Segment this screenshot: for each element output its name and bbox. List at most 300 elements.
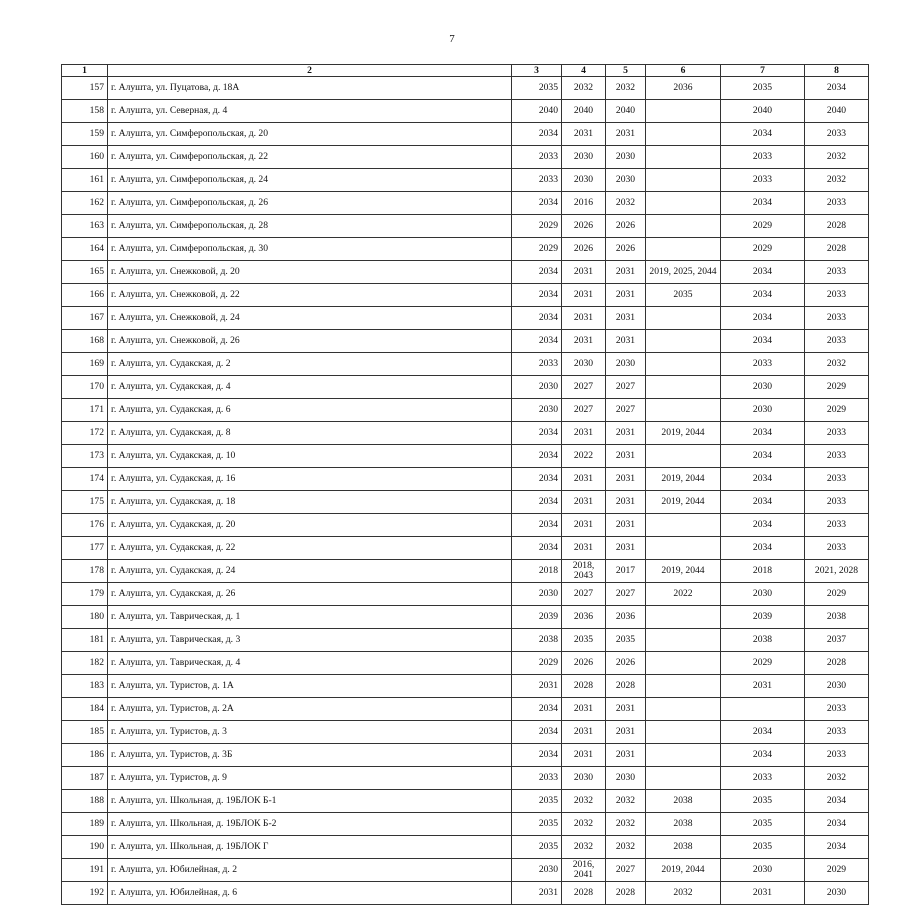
table-row <box>62 192 869 215</box>
address-cell: г. Алушта, ул. Судакская, д. 2 <box>108 353 512 376</box>
year-cell: 2031 <box>562 721 606 744</box>
year-cell: 2027 <box>606 376 646 399</box>
row-number-cell: 160 <box>62 146 108 169</box>
year-cell: 2029 <box>512 652 562 675</box>
row-number-cell: 158 <box>62 100 108 123</box>
table-row <box>62 353 869 376</box>
address-cell: г. Алушта, ул. Туристов, д. 3Б <box>108 744 512 767</box>
year-cell: 2034 <box>512 261 562 284</box>
year-cell: 2018 <box>721 560 805 583</box>
year-cell: 2030 <box>562 353 606 376</box>
year-cell: 2030 <box>606 353 646 376</box>
year-cell: 2031 <box>562 123 606 146</box>
year-cell: 2016, 2041 <box>562 859 606 882</box>
year-cell <box>646 215 721 238</box>
year-cell: 2031 <box>606 744 646 767</box>
year-cell: 2035 <box>721 77 805 100</box>
year-cell: 2034 <box>512 192 562 215</box>
year-cell: 2031 <box>562 261 606 284</box>
year-cell: 2040 <box>805 100 869 123</box>
year-cell: 2030 <box>721 583 805 606</box>
address-cell: г. Алушта, ул. Симферопольская, д. 20 <box>108 123 512 146</box>
address-cell: г. Алушта, ул. Туристов, д. 3 <box>108 721 512 744</box>
year-cell: 2028 <box>805 238 869 261</box>
year-cell: 2033 <box>721 146 805 169</box>
year-cell: 2037 <box>805 629 869 652</box>
address-cell: г. Алушта, ул. Пуцатова, д. 18А <box>108 77 512 100</box>
year-cell <box>646 100 721 123</box>
address-cell: г. Алушта, ул. Школьная, д. 19БЛОК Г <box>108 836 512 859</box>
address-cell: г. Алушта, ул. Юбилейная, д. 6 <box>108 882 512 905</box>
address-cell: г. Алушта, ул. Симферопольская, д. 26 <box>108 192 512 215</box>
data-table <box>61 64 869 905</box>
year-cell: 2029 <box>721 238 805 261</box>
table-row <box>62 77 869 100</box>
year-cell: 2034 <box>721 445 805 468</box>
table-row <box>62 537 869 560</box>
row-number-cell: 180 <box>62 606 108 629</box>
year-cell: 2021, 2028 <box>805 560 869 583</box>
year-cell: 2039 <box>512 606 562 629</box>
year-cell <box>646 445 721 468</box>
year-cell: 2032 <box>562 77 606 100</box>
year-cell <box>646 652 721 675</box>
row-number-cell: 159 <box>62 123 108 146</box>
table-row <box>62 284 869 307</box>
year-cell: 2030 <box>606 767 646 790</box>
address-cell: г. Алушта, ул. Таврическая, д. 1 <box>108 606 512 629</box>
column-header: 3 <box>512 65 562 77</box>
year-cell: 2029 <box>805 859 869 882</box>
row-number-cell: 164 <box>62 238 108 261</box>
row-number-cell: 166 <box>62 284 108 307</box>
column-header: 6 <box>646 65 721 77</box>
table-row <box>62 146 869 169</box>
address-cell: г. Алушта, ул. Симферопольская, д. 28 <box>108 215 512 238</box>
year-cell: 2033 <box>805 284 869 307</box>
year-cell: 2034 <box>512 721 562 744</box>
year-cell: 2027 <box>606 583 646 606</box>
year-cell: 2034 <box>805 813 869 836</box>
year-cell <box>646 675 721 698</box>
year-cell: 2034 <box>512 744 562 767</box>
year-cell: 2035 <box>606 629 646 652</box>
row-number-cell: 167 <box>62 307 108 330</box>
year-cell: 2029 <box>512 215 562 238</box>
year-cell: 2034 <box>805 790 869 813</box>
table-row <box>62 652 869 675</box>
year-cell: 2035 <box>646 284 721 307</box>
year-cell: 2031 <box>562 537 606 560</box>
year-cell <box>646 537 721 560</box>
year-cell: 2034 <box>721 721 805 744</box>
year-cell: 2038 <box>646 790 721 813</box>
year-cell: 2028 <box>606 675 646 698</box>
row-number-cell: 175 <box>62 491 108 514</box>
row-number-cell: 177 <box>62 537 108 560</box>
address-cell: г. Алушта, ул. Снежковой, д. 22 <box>108 284 512 307</box>
year-cell: 2034 <box>721 123 805 146</box>
year-cell: 2026 <box>562 652 606 675</box>
year-cell: 2032 <box>562 836 606 859</box>
year-cell: 2030 <box>562 146 606 169</box>
column-header: 5 <box>606 65 646 77</box>
year-cell: 2034 <box>721 422 805 445</box>
year-cell <box>646 744 721 767</box>
year-cell <box>646 376 721 399</box>
address-cell: г. Алушта, ул. Юбилейная, д. 2 <box>108 859 512 882</box>
year-cell: 2031 <box>606 721 646 744</box>
year-cell: 2035 <box>512 836 562 859</box>
year-cell: 2038 <box>512 629 562 652</box>
row-number-cell: 157 <box>62 77 108 100</box>
year-cell: 2019, 2044 <box>646 422 721 445</box>
row-number-cell: 188 <box>62 790 108 813</box>
year-cell: 2031 <box>562 514 606 537</box>
row-number-cell: 162 <box>62 192 108 215</box>
year-cell: 2035 <box>512 813 562 836</box>
year-cell: 2033 <box>805 514 869 537</box>
year-cell <box>646 721 721 744</box>
year-cell: 2027 <box>562 399 606 422</box>
year-cell: 2032 <box>606 192 646 215</box>
year-cell: 2033 <box>805 261 869 284</box>
address-cell: г. Алушта, ул. Школьная, д. 19БЛОК Б-2 <box>108 813 512 836</box>
year-cell <box>646 238 721 261</box>
year-cell: 2034 <box>512 468 562 491</box>
table-row <box>62 422 869 445</box>
row-number-cell: 172 <box>62 422 108 445</box>
year-cell: 2033 <box>805 307 869 330</box>
row-number-cell: 173 <box>62 445 108 468</box>
row-number-cell: 181 <box>62 629 108 652</box>
year-cell: 2034 <box>721 744 805 767</box>
year-cell: 2018 <box>512 560 562 583</box>
year-cell: 2028 <box>606 882 646 905</box>
year-cell: 2018, 2043 <box>562 560 606 583</box>
year-cell: 2034 <box>721 468 805 491</box>
address-cell: г. Алушта, ул. Симферопольская, д. 24 <box>108 169 512 192</box>
year-cell: 2034 <box>512 537 562 560</box>
year-cell: 2032 <box>562 790 606 813</box>
year-cell: 2031 <box>606 514 646 537</box>
year-cell: 2032 <box>646 882 721 905</box>
year-cell: 2031 <box>721 675 805 698</box>
year-cell <box>646 629 721 652</box>
row-number-cell: 184 <box>62 698 108 721</box>
table-row <box>62 675 869 698</box>
year-cell: 2035 <box>721 813 805 836</box>
year-cell: 2031 <box>721 882 805 905</box>
address-cell: г. Алушта, ул. Снежковой, д. 26 <box>108 330 512 353</box>
year-cell: 2027 <box>562 376 606 399</box>
year-cell: 2031 <box>562 468 606 491</box>
year-cell: 2017 <box>606 560 646 583</box>
year-cell: 2033 <box>805 445 869 468</box>
year-cell: 2031 <box>606 698 646 721</box>
year-cell: 2032 <box>606 813 646 836</box>
table-row <box>62 238 869 261</box>
year-cell: 2034 <box>805 77 869 100</box>
year-cell: 2034 <box>721 261 805 284</box>
year-cell: 2033 <box>512 169 562 192</box>
year-cell <box>646 698 721 721</box>
table-row <box>62 698 869 721</box>
year-cell <box>721 698 805 721</box>
year-cell: 2030 <box>512 399 562 422</box>
year-cell: 2033 <box>805 721 869 744</box>
year-cell: 2034 <box>512 284 562 307</box>
header-row <box>62 65 869 77</box>
year-cell: 2027 <box>606 399 646 422</box>
year-cell <box>646 307 721 330</box>
year-cell: 2031 <box>562 698 606 721</box>
row-number-cell: 176 <box>62 514 108 537</box>
year-cell: 2032 <box>606 836 646 859</box>
table-row <box>62 629 869 652</box>
year-cell: 2029 <box>721 215 805 238</box>
column-header: 2 <box>108 65 512 77</box>
address-cell: г. Алушта, ул. Судакская, д. 4 <box>108 376 512 399</box>
address-cell: г. Алушта, ул. Симферопольская, д. 22 <box>108 146 512 169</box>
year-cell <box>646 353 721 376</box>
year-cell: 2034 <box>512 422 562 445</box>
row-number-cell: 170 <box>62 376 108 399</box>
row-number-cell: 183 <box>62 675 108 698</box>
year-cell <box>646 330 721 353</box>
year-cell: 2034 <box>721 491 805 514</box>
year-cell: 2032 <box>606 77 646 100</box>
year-cell: 2031 <box>562 491 606 514</box>
table-row <box>62 721 869 744</box>
year-cell: 2038 <box>646 813 721 836</box>
year-cell: 2034 <box>805 836 869 859</box>
year-cell: 2034 <box>512 491 562 514</box>
year-cell: 2034 <box>721 284 805 307</box>
address-cell: г. Алушта, ул. Судакская, д. 26 <box>108 583 512 606</box>
year-cell: 2019, 2044 <box>646 859 721 882</box>
address-cell: г. Алушта, ул. Судакская, д. 18 <box>108 491 512 514</box>
year-cell: 2029 <box>512 238 562 261</box>
table-row <box>62 169 869 192</box>
year-cell: 2030 <box>721 399 805 422</box>
year-cell: 2031 <box>562 744 606 767</box>
row-number-cell: 192 <box>62 882 108 905</box>
year-cell: 2030 <box>562 169 606 192</box>
year-cell: 2039 <box>721 606 805 629</box>
page-number: 7 <box>449 33 455 45</box>
year-cell: 2019, 2025, 2044 <box>646 261 721 284</box>
year-cell: 2022 <box>562 445 606 468</box>
year-cell: 2035 <box>721 790 805 813</box>
year-cell: 2033 <box>512 146 562 169</box>
year-cell: 2026 <box>606 652 646 675</box>
year-cell: 2031 <box>606 284 646 307</box>
column-header: 4 <box>562 65 606 77</box>
year-cell: 2038 <box>646 836 721 859</box>
year-cell: 2030 <box>512 859 562 882</box>
row-number-cell: 169 <box>62 353 108 376</box>
column-header: 7 <box>721 65 805 77</box>
year-cell: 2031 <box>562 307 606 330</box>
year-cell: 2038 <box>805 606 869 629</box>
year-cell: 2034 <box>721 537 805 560</box>
year-cell: 2029 <box>805 376 869 399</box>
year-cell: 2032 <box>805 169 869 192</box>
column-header: 1 <box>62 65 108 77</box>
year-cell: 2031 <box>606 261 646 284</box>
address-cell: г. Алушта, ул. Школьная, д. 19БЛОК Б-1 <box>108 790 512 813</box>
table-row <box>62 606 869 629</box>
year-cell <box>646 514 721 537</box>
year-cell: 2034 <box>721 192 805 215</box>
year-cell: 2033 <box>512 353 562 376</box>
row-number-cell: 174 <box>62 468 108 491</box>
address-cell: г. Алушта, ул. Судакская, д. 10 <box>108 445 512 468</box>
table-row <box>62 813 869 836</box>
year-cell: 2035 <box>512 790 562 813</box>
year-cell: 2031 <box>512 675 562 698</box>
table-row <box>62 859 869 882</box>
row-number-cell: 179 <box>62 583 108 606</box>
year-cell: 2031 <box>606 123 646 146</box>
year-cell: 2029 <box>721 652 805 675</box>
row-number-cell: 178 <box>62 560 108 583</box>
year-cell: 2034 <box>721 514 805 537</box>
year-cell: 2030 <box>805 882 869 905</box>
year-cell: 2019, 2044 <box>646 491 721 514</box>
row-number-cell: 189 <box>62 813 108 836</box>
table-row <box>62 261 869 284</box>
table-row <box>62 399 869 422</box>
year-cell: 2029 <box>805 399 869 422</box>
address-cell: г. Алушта, ул. Таврическая, д. 4 <box>108 652 512 675</box>
year-cell: 2026 <box>562 238 606 261</box>
table-row <box>62 882 869 905</box>
address-cell: г. Алушта, ул. Судакская, д. 22 <box>108 537 512 560</box>
year-cell: 2035 <box>512 77 562 100</box>
year-cell: 2033 <box>805 744 869 767</box>
year-cell <box>646 192 721 215</box>
year-cell: 2030 <box>606 169 646 192</box>
table-row <box>62 123 869 146</box>
address-cell: г. Алушта, ул. Туристов, д. 1А <box>108 675 512 698</box>
table-row <box>62 100 869 123</box>
year-cell: 2026 <box>606 238 646 261</box>
year-cell: 2033 <box>805 123 869 146</box>
year-cell: 2033 <box>721 169 805 192</box>
table-row <box>62 468 869 491</box>
address-cell: г. Алушта, ул. Судакская, д. 8 <box>108 422 512 445</box>
year-cell: 2033 <box>721 353 805 376</box>
year-cell: 2033 <box>805 330 869 353</box>
year-cell <box>646 399 721 422</box>
table-row <box>62 330 869 353</box>
year-cell: 2030 <box>512 583 562 606</box>
year-cell: 2029 <box>805 583 869 606</box>
table-row <box>62 376 869 399</box>
year-cell: 2031 <box>606 468 646 491</box>
year-cell: 2034 <box>512 514 562 537</box>
table-row <box>62 560 869 583</box>
row-number-cell: 165 <box>62 261 108 284</box>
year-cell: 2031 <box>606 445 646 468</box>
row-number-cell: 191 <box>62 859 108 882</box>
year-cell: 2035 <box>721 836 805 859</box>
address-cell: г. Алушта, ул. Таврическая, д. 3 <box>108 629 512 652</box>
year-cell: 2040 <box>512 100 562 123</box>
year-cell: 2026 <box>606 215 646 238</box>
table-row <box>62 790 869 813</box>
year-cell: 2033 <box>512 767 562 790</box>
year-cell: 2030 <box>512 376 562 399</box>
year-cell: 2022 <box>646 583 721 606</box>
table-row <box>62 445 869 468</box>
table-row <box>62 836 869 859</box>
row-number-cell: 182 <box>62 652 108 675</box>
year-cell: 2031 <box>562 330 606 353</box>
address-cell: г. Алушта, ул. Снежковой, д. 24 <box>108 307 512 330</box>
year-cell: 2019, 2044 <box>646 560 721 583</box>
year-cell: 2033 <box>721 767 805 790</box>
row-number-cell: 187 <box>62 767 108 790</box>
table-row <box>62 514 869 537</box>
year-cell: 2036 <box>606 606 646 629</box>
row-number-cell: 190 <box>62 836 108 859</box>
year-cell: 2030 <box>721 376 805 399</box>
table-row <box>62 215 869 238</box>
year-cell: 2031 <box>606 422 646 445</box>
row-number-cell: 186 <box>62 744 108 767</box>
table-row <box>62 583 869 606</box>
column-header: 8 <box>805 65 869 77</box>
year-cell: 2028 <box>562 882 606 905</box>
year-cell: 2034 <box>512 330 562 353</box>
address-cell: г. Алушта, ул. Судакская, д. 6 <box>108 399 512 422</box>
year-cell: 2036 <box>562 606 606 629</box>
address-cell: г. Алушта, ул. Туристов, д. 2А <box>108 698 512 721</box>
year-cell: 2031 <box>512 882 562 905</box>
year-cell: 2033 <box>805 468 869 491</box>
year-cell: 2036 <box>646 77 721 100</box>
year-cell: 2033 <box>805 698 869 721</box>
year-cell: 2035 <box>562 629 606 652</box>
table-row <box>62 767 869 790</box>
year-cell: 2032 <box>805 767 869 790</box>
year-cell: 2034 <box>721 307 805 330</box>
row-number-cell: 168 <box>62 330 108 353</box>
year-cell: 2034 <box>512 123 562 146</box>
year-cell <box>646 146 721 169</box>
year-cell: 2031 <box>562 284 606 307</box>
year-cell: 2028 <box>805 652 869 675</box>
year-cell: 2030 <box>805 675 869 698</box>
year-cell: 2040 <box>721 100 805 123</box>
year-cell: 2028 <box>562 675 606 698</box>
address-cell: г. Алушта, ул. Северная, д. 4 <box>108 100 512 123</box>
row-number-cell: 161 <box>62 169 108 192</box>
year-cell: 2033 <box>805 491 869 514</box>
year-cell: 2026 <box>562 215 606 238</box>
address-cell: г. Алушта, ул. Снежковой, д. 20 <box>108 261 512 284</box>
year-cell: 2031 <box>606 491 646 514</box>
year-cell: 2032 <box>606 790 646 813</box>
year-cell: 2033 <box>805 537 869 560</box>
year-cell: 2034 <box>721 330 805 353</box>
year-cell <box>646 169 721 192</box>
year-cell: 2016 <box>562 192 606 215</box>
year-cell: 2033 <box>805 192 869 215</box>
